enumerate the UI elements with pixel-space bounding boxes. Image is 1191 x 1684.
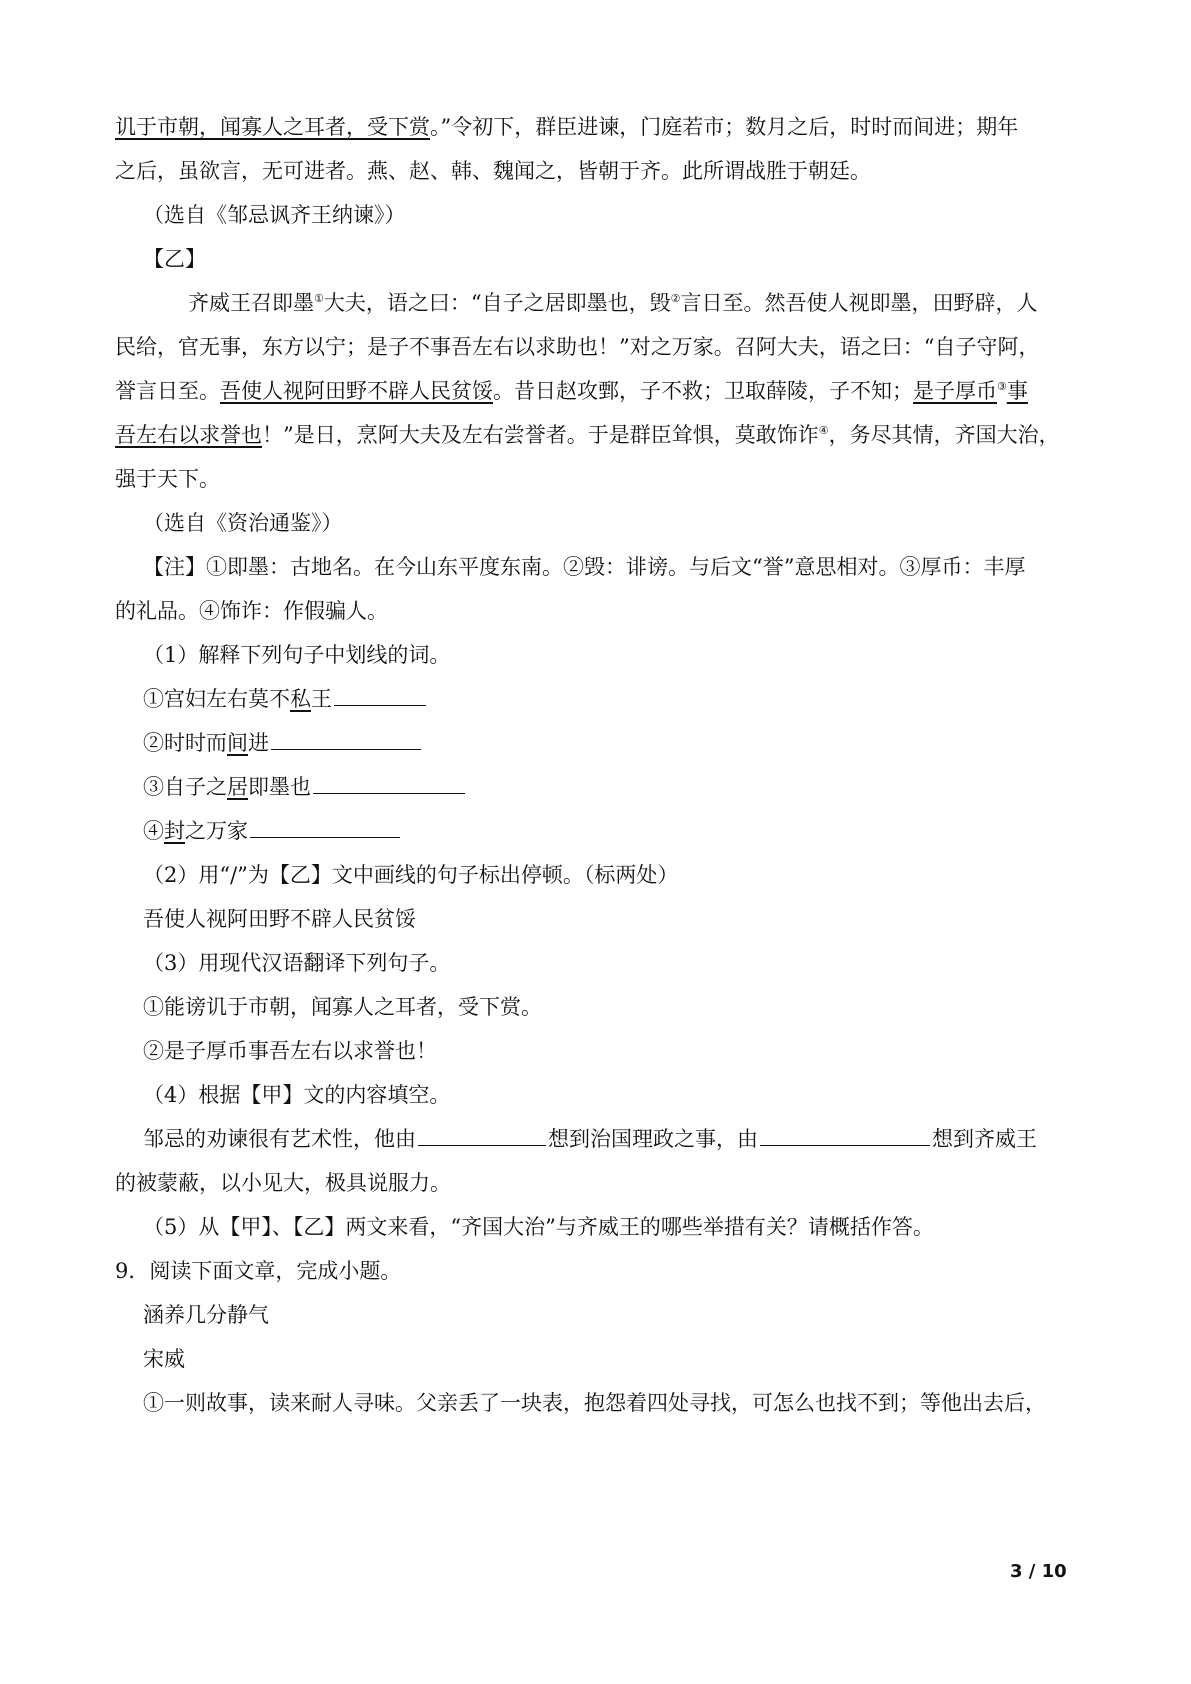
answer-blank[interactable] <box>760 1125 930 1146</box>
q1-item-2: ②时时而间进 <box>143 728 423 758</box>
jia-line-1: 讥于市朝，闻寡人之耳者，受下赏。”令初下，群臣进谏，门庭若市；数月之后，时时而间进；期年 <box>115 115 1019 139</box>
answer-blank[interactable] <box>313 773 465 794</box>
question-1: （1）解释下列句子中划线的词。 <box>143 643 451 667</box>
yi-paragraph-line-2: 民给，官无事，东方以宁；是子不事吾左右以求助也！”对之万家。召阿大夫，语之曰：“自子守阿， <box>115 335 1040 359</box>
underlined-sentence: 吾使人视阿田野不辟人民贫馁 <box>220 379 493 403</box>
question-3: （3）用现代汉语翻译下列句子。 <box>143 951 451 975</box>
q1-item-4: ④封之万家 <box>143 816 402 846</box>
question-9-stem: 9．阅读下面文章，完成小题。 <box>115 1259 402 1283</box>
question-4: （4）根据【甲】文的内容填空。 <box>143 1083 451 1107</box>
yi-source: （选自《资治通鉴》） <box>143 511 343 535</box>
notes-line-2: 的礼品。④饰诈：作假骗人。 <box>115 599 388 623</box>
yi-paragraph-line-5: 强于天下。 <box>115 467 220 491</box>
footnote-marker: ③ <box>997 380 1007 393</box>
question-2: （2）用“/”为【乙】文中画线的句子标出停顿。（标两处） <box>143 863 679 887</box>
yi-paragraph-line-3: 誉言日至。吾使人视阿田野不辟人民贫馁。昔日赵攻鄄，子不救；卫取薛陵，子不知；是子厚币③事 <box>115 379 1028 403</box>
jia-source: （选自《邹忌讽齐王纳谏》） <box>143 203 406 227</box>
underlined-sentence: 讥于市朝，闻寡人之耳者，受下赏 <box>115 115 430 139</box>
question-5: （5）从【甲】、【乙】两文来看，“齐国大治”与齐威王的哪些举措有关？请概括作答。 <box>143 1215 934 1239</box>
answer-blank[interactable] <box>334 685 426 706</box>
notes-line-1: 【注】①即墨：古地名。在今山东平度东南。②毁：诽谤。与后文“誉”意思相对。③厚币：丰厚 <box>143 555 1026 579</box>
answer-blank[interactable] <box>418 1125 546 1146</box>
jia-line-2: 之后，虽欲言，无可进者。燕、赵、韩、魏闻之，皆朝于齐。此所谓战胜于朝廷。 <box>115 159 871 183</box>
q1-item-3: ③自子之居即墨也 <box>143 772 467 802</box>
q1-item-1: ①宫妇左右莫不私王 <box>143 684 428 714</box>
q3-item-1: ①能谤讥于市朝，闻寡人之耳者，受下赏。 <box>143 995 542 1019</box>
footnote-marker: ② <box>670 292 681 305</box>
q2-sentence: 吾使人视阿田野不辟人民贫馁 <box>143 907 416 931</box>
q4-line-1: 邹忌的劝谏很有艺术性，他由 想到治国理政之事，由 想到齐威王 <box>143 1127 1037 1151</box>
article-author: 宋威 <box>143 1347 185 1371</box>
page-number: 3 / 10 <box>1010 1561 1067 1582</box>
answer-blank[interactable] <box>250 817 400 838</box>
yi-paragraph-line-4: 吾左右以求誉也！”是日，烹阿大夫及左右尝誉者。于是群臣耸惧，莫敢饰诈④，务尽其情，齐国大治， <box>115 423 1060 447</box>
yi-heading: 【乙】 <box>143 247 206 271</box>
yi-paragraph-line-1: 齐威王召即墨①大夫，语之曰：“自子之居即墨也，毁②言日至。然吾使人视即墨，田野辟，人 <box>188 291 1038 315</box>
q4-line-2: 的被蒙蔽，以小见大，极具说服力。 <box>115 1171 451 1195</box>
underlined-sentence: 是子厚币 <box>913 379 997 403</box>
answer-blank[interactable] <box>271 729 421 750</box>
article-title: 涵养几分静气 <box>143 1303 269 1327</box>
footnote-marker: ① <box>314 292 324 305</box>
article-paragraph-1: ①一则故事，读来耐人寻味。父亲丢了一块表，抱怨着四处寻找，可怎么也找不到；等他出去后， <box>143 1391 1046 1415</box>
underlined-sentence: 吾左右以求誉也 <box>115 423 262 447</box>
footnote-marker: ④ <box>818 424 829 437</box>
q3-item-2: ②是子厚币事吾左右以求誉也！ <box>143 1039 437 1063</box>
